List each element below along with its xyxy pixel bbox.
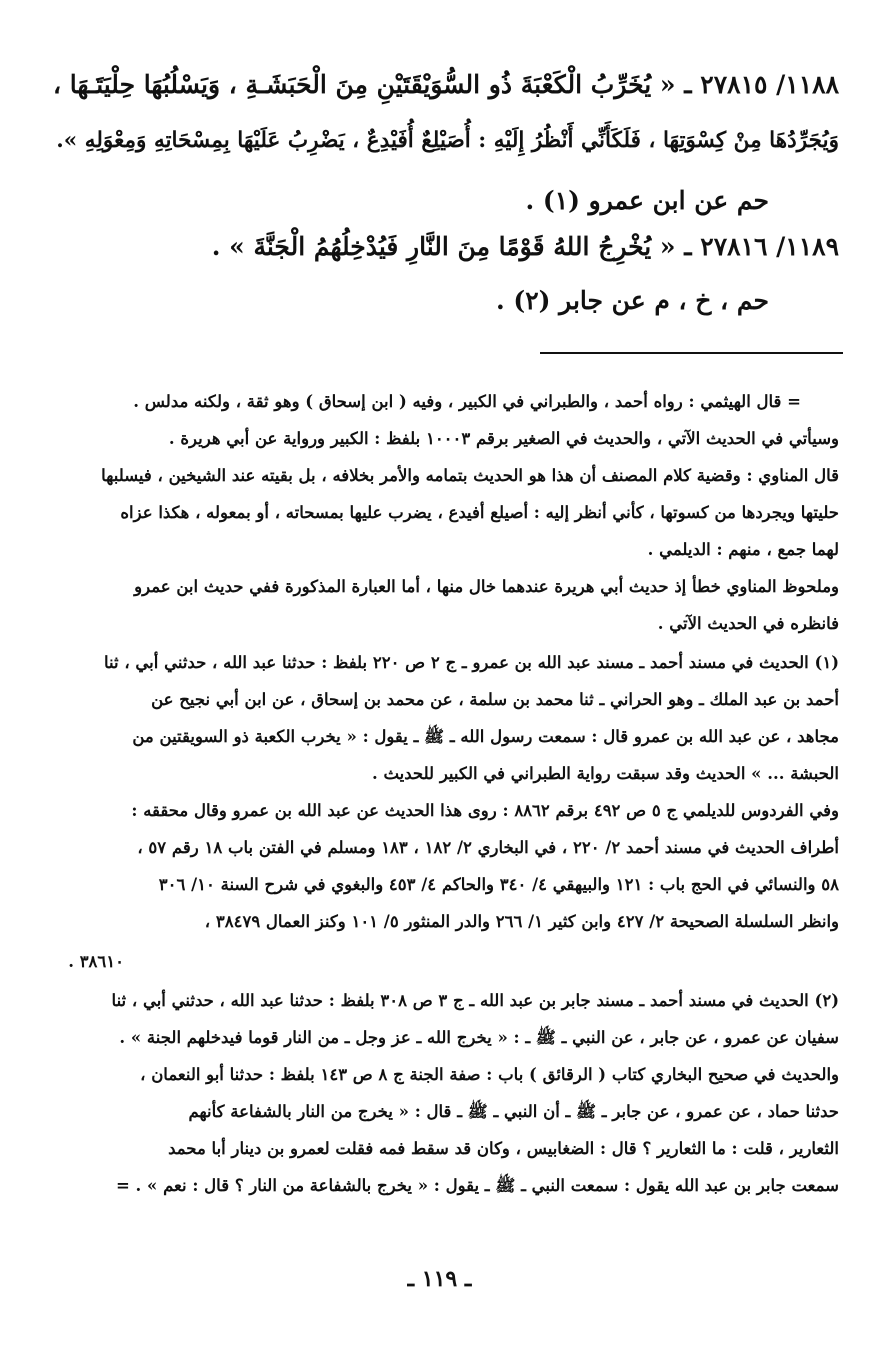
footnote-line: حدثنا حماد ، عن عمرو ، عن جابر ـ ﷺ ـ أن النبي ـ ﷺ ـ قال : « يخرج من النار بالشفاعة كأنهم — [188, 1102, 839, 1121]
footnote-line: الثعارير ، قلت : ما الثعارير ؟ قال : الضغابيس ، وكان قد سقط فمه فقلت لعمرو بن دينار أبا محمد — [168, 1139, 839, 1158]
hadith-1188-source: حم عن ابن عمرو (١) . — [525, 186, 769, 215]
footnote-line: وانظر السلسلة الصحيحة ٢/ ٤٢٧ وابن كثير ١/ ٢٦٦ والدر المنثور ٥/ ١٠١ وكنز العمال ٣٨٤٧٩ ، — [204, 912, 839, 931]
footnote-line: سمعت جابر بن عبد الله يقول : سمعت النبي ـ ﷺ ـ يقول : « يخرج بالشفاعة من النار ؟ قال : نعم » . = — [115, 1176, 839, 1195]
footnote-separator — [540, 352, 843, 354]
hadith-1188-line-1: ١١٨٨/ ٢٧٨١٥ ـ « يُخَرِّبُ الْكَعْبَةَ ذُو السُّوَيْقَتَيْنِ مِنَ الْحَبَشَـةِ ، وَيَسْلُبُهَا حِلْيَتَـهَا ، — [52, 70, 839, 99]
footnote-line: قال المناوي : وقضية كلام المصنف أن هذا هو الحديث بتمامه والأمر بخلافه ، بل بقيته عند الشيخين ، فيسلبها — [101, 466, 839, 485]
footnote-line: الحبشة ... » الحديث وقد سبقت رواية الطبراني في الكبير للحديث . — [371, 764, 839, 783]
footnote-line: سفيان عن عمرو ، عن جابر ، عن النبي ـ ﷺ ـ : « يخرج الله ـ عز وجل ـ من النار قوما فيدخلهم الجنة » . — [119, 1028, 839, 1047]
footnote-line: = قال الهيثمي : رواه أحمد ، والطبراني في الكبير ، وفيه ( ابن إسحاق ) وهو ثقة ، ولكنه مدلس . — [133, 392, 801, 411]
footnote-line: مجاهد ، عن عبد الله بن عمرو قال : سمعت رسول الله ـ ﷺ ـ يقول : « يخرب الكعبة ذو السويقتين من — [132, 727, 839, 746]
hadith-1189-line-1: ١١٨٩/ ٢٧٨١٦ ـ « يُخْرِجُ اللهُ قَوْمًا مِنَ النَّارِ فَيُدْخِلُهُمُ الْجَنَّةَ » . — [211, 232, 839, 261]
footnote-line: أطراف الحديث في مسند أحمد ٢/ ٢٢٠ ، في البخاري ٢/ ١٨٢ ، ١٨٣ ومسلم في الفتن باب ١٨ رقم ٥٧ ، — [137, 838, 839, 857]
footnote-line: فانظره في الحديث الآتي . — [657, 614, 839, 633]
hadith-1188-line-2: وَيُجَرِّدُهَا مِنْ كِسْوَتِهَا ، فَلَكَأَنِّي أَنْظُرُ إِلَيْهِ : أُصَيْلِعٌ أُفَيْدِعٌ ، يَضْرِبُ عَلَيْهَا بِمِسْحَاتِهِ وَمِعْوَلِهِ ». — [56, 128, 839, 153]
footnote-line: لهما جمع ، منهم : الديلمي . — [647, 540, 839, 559]
page-number: ـ ١١٩ ـ — [407, 1266, 472, 1292]
footnote-line: وملحوظ المناوي خطأ إذ حديث أبي هريرة عندهما خال منها ، أما العبارة المذكورة ففي حديث ابن عمرو — [134, 577, 839, 596]
footnote-line: حليتها ويجردها من كسوتها ، كأني أنظر إليه : أصيلع أفيدع ، يضرب عليها بمسحاته ، أو بمعوله ، هكذا عزاه — [120, 503, 839, 522]
footnote-line: وسيأتي في الحديث الآتي ، والحديث في الصغير برقم ١٠٠٠٣ بلفظ : الكبير ورواية عن أبي هريرة . — [168, 429, 839, 448]
footnote-line: ٣٨٦١٠ . — [68, 952, 124, 971]
hadith-1189-source: حم ، خ ، م عن جابر (٢) . — [495, 286, 769, 315]
footnote-line: (١) الحديث في مسند أحمد ـ مسند عبد الله بن عمرو ـ ج ٢ ص ٢٢٠ بلفظ : حدثنا عبد الله ، حدثني أبي ، ثنا — [104, 653, 839, 672]
footnote-line: ٥٨ والنسائي في الحج باب : ١٢١ والبيهقي ٤/ ٣٤٠ والحاكم ٤/ ٤٥٣ والبغوي في شرح السنة ١٠/ ٣٠٦ — [158, 875, 839, 894]
footnote-line: وفي الفردوس للديلمي ج ٥ ص ٤٩٢ برقم ٨٨٦٢ : روى هذا الحديث عن عبد الله بن عمرو وقال محققه : — [131, 801, 839, 820]
footnote-line: والحديث في صحيح البخاري كتاب ( الرقائق ) باب : صفة الجنة ج ٨ ص ١٤٣ بلفظ : حدثنا أبو النعمان ، — [140, 1065, 839, 1084]
footnote-line: (٢) الحديث في مسند أحمد ـ مسند جابر بن عبد الله ـ ج ٣ ص ٣٠٨ بلفظ : حدثنا عبد الله ، حدثني أبي ، ثنا — [111, 991, 839, 1010]
footnote-line: أحمد بن عبد الملك ـ وهو الحراني ـ ثنا محمد بن سلمة ، عن محمد بن إسحاق ، عن ابن أبي نجيح عن — [151, 690, 839, 709]
